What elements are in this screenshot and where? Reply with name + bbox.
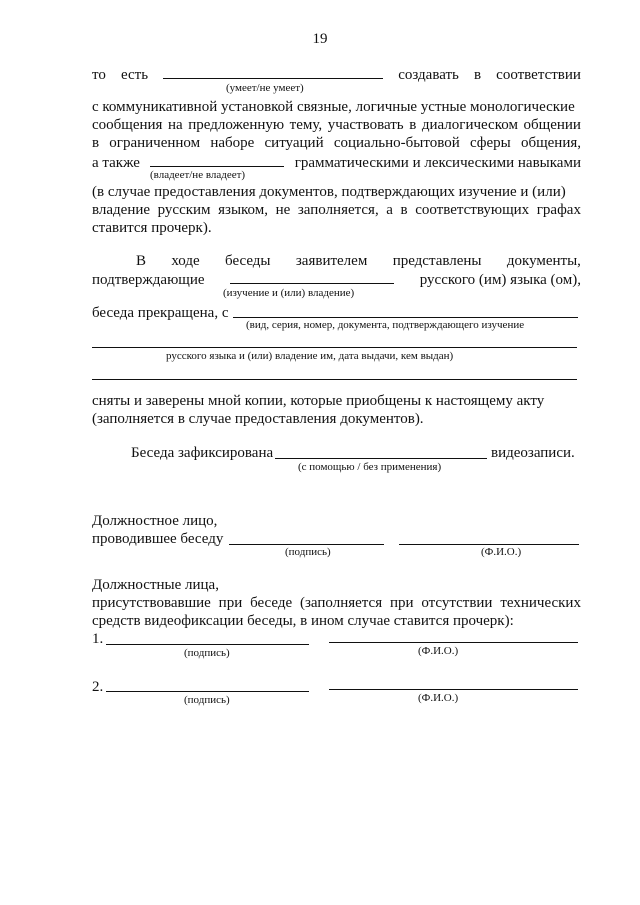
hint-document-1: (вид, серия, номер, документа, подтверждающего изучение	[246, 319, 525, 331]
text: общении	[523, 117, 581, 133]
p2-line2	[92, 201, 581, 219]
official-number-2: 2.	[92, 679, 104, 695]
text: в	[473, 67, 482, 83]
text: ходе	[171, 253, 200, 269]
official1-signature-blank[interactable]	[106, 644, 309, 645]
p4-line2: (заполняется в случае предоставления документов).	[92, 411, 424, 427]
study-blank[interactable]	[230, 269, 394, 284]
text: диалогическом	[421, 117, 518, 133]
text: в	[400, 202, 408, 218]
text: русским	[157, 202, 211, 218]
hint-video: (с помощью / без применения)	[298, 461, 442, 473]
ability-blank[interactable]	[163, 64, 383, 79]
hint-signature-1: (подпись)	[184, 647, 230, 659]
p3-line3: беседа прекращена, с	[92, 305, 229, 321]
text: отсутствии	[421, 595, 493, 611]
text: на	[168, 117, 183, 133]
page-number: 19	[312, 31, 328, 47]
text: при	[218, 595, 243, 611]
document-blank-2[interactable]	[92, 347, 577, 348]
text: ситуаций	[264, 135, 324, 151]
p2-line1: (в случае предоставления документов, подтверждающих изучение и (или)	[92, 184, 566, 200]
p5-text-a: Беседа зафиксирована	[131, 445, 274, 461]
officials-label-1: Должностные лица,	[92, 577, 219, 593]
text: а	[386, 202, 393, 218]
hint-name: (Ф.И.О.)	[481, 546, 522, 558]
text: в	[92, 135, 100, 151]
official-number-1: 1.	[92, 631, 104, 647]
official2-name-blank[interactable]	[329, 689, 578, 690]
text: участвовать	[327, 117, 404, 133]
text: В	[136, 253, 147, 269]
hint-document-2: русского языка и (или) владение им, дата выдачи, кем выдан)	[166, 350, 454, 362]
text: беседы	[225, 253, 271, 269]
text: присутствовавшие	[92, 595, 211, 611]
text: при	[389, 595, 414, 611]
text: а также	[92, 155, 140, 171]
text: грамматическими и лексическими навыками	[294, 155, 581, 171]
text: графах	[536, 202, 581, 218]
official-label-1: Должностное лицо,	[92, 513, 218, 529]
text: ограниченном	[109, 135, 201, 151]
text: не	[275, 202, 291, 218]
official-label-2: проводившее беседу	[92, 531, 224, 547]
video-blank[interactable]	[275, 458, 487, 459]
text: соответствующих	[415, 202, 530, 218]
p1-line4	[92, 134, 581, 152]
text: технических	[500, 595, 581, 611]
document-blank-1[interactable]	[233, 317, 578, 318]
p5-text-b: видеозаписи.	[491, 445, 575, 461]
text: тему,	[289, 117, 323, 133]
text: сообщения	[92, 117, 163, 133]
text: документы,	[506, 253, 581, 269]
text: беседе	[250, 595, 293, 611]
officials-label-3: средств видеофиксации беседы, в ином случае ставится прочерк):	[92, 613, 514, 629]
text: (заполняется	[300, 595, 383, 611]
text: в	[409, 117, 417, 133]
hint-name-2: (Ф.И.О.)	[418, 692, 459, 704]
official1-name-blank[interactable]	[329, 642, 578, 643]
p1-line3	[92, 116, 581, 134]
official-name-blank[interactable]	[399, 544, 579, 545]
skills-blank[interactable]	[150, 152, 284, 167]
text: заявителем	[295, 253, 368, 269]
hint-name-1: (Ф.И.О.)	[418, 645, 459, 657]
hint-signature-2: (подпись)	[184, 694, 230, 706]
official2-signature-blank[interactable]	[106, 691, 309, 692]
hint-can: (умеет/не умеет)	[226, 82, 304, 94]
hint-owns: (владеет/не владеет)	[150, 169, 246, 181]
official-signature-blank[interactable]	[229, 544, 384, 545]
text: то	[92, 67, 106, 83]
p1-line2: с коммуникативной установкой связные, логичные устные монологические	[92, 99, 575, 115]
document-blank-3[interactable]	[92, 379, 577, 380]
text: подтверждающие	[92, 272, 205, 288]
text: наборе	[210, 135, 255, 151]
text: социально-бытовой	[333, 135, 460, 151]
text: представлены	[392, 253, 482, 269]
text: создавать	[398, 67, 459, 83]
text: русского (им) языка (ом),	[419, 272, 581, 288]
text: владение	[92, 202, 151, 218]
text: заполняется,	[297, 202, 379, 218]
p2-line3: ставится прочерк).	[92, 220, 212, 236]
p1-line1	[92, 64, 581, 84]
officials-label-2	[92, 594, 581, 612]
hint-study: (изучение и (или) владение)	[223, 287, 355, 299]
text: сферы	[469, 135, 511, 151]
p4-line1: сняты и заверены мной копии, которые приобщены к настоящему акту	[92, 393, 545, 409]
text: соответствии	[496, 67, 581, 83]
text: общения,	[520, 135, 581, 151]
p3-line1	[92, 252, 581, 270]
text: языком,	[218, 202, 269, 218]
text: есть	[120, 67, 149, 83]
text: предложенную	[188, 117, 285, 133]
p3-line2	[92, 269, 581, 289]
hint-signature: (подпись)	[285, 546, 331, 558]
